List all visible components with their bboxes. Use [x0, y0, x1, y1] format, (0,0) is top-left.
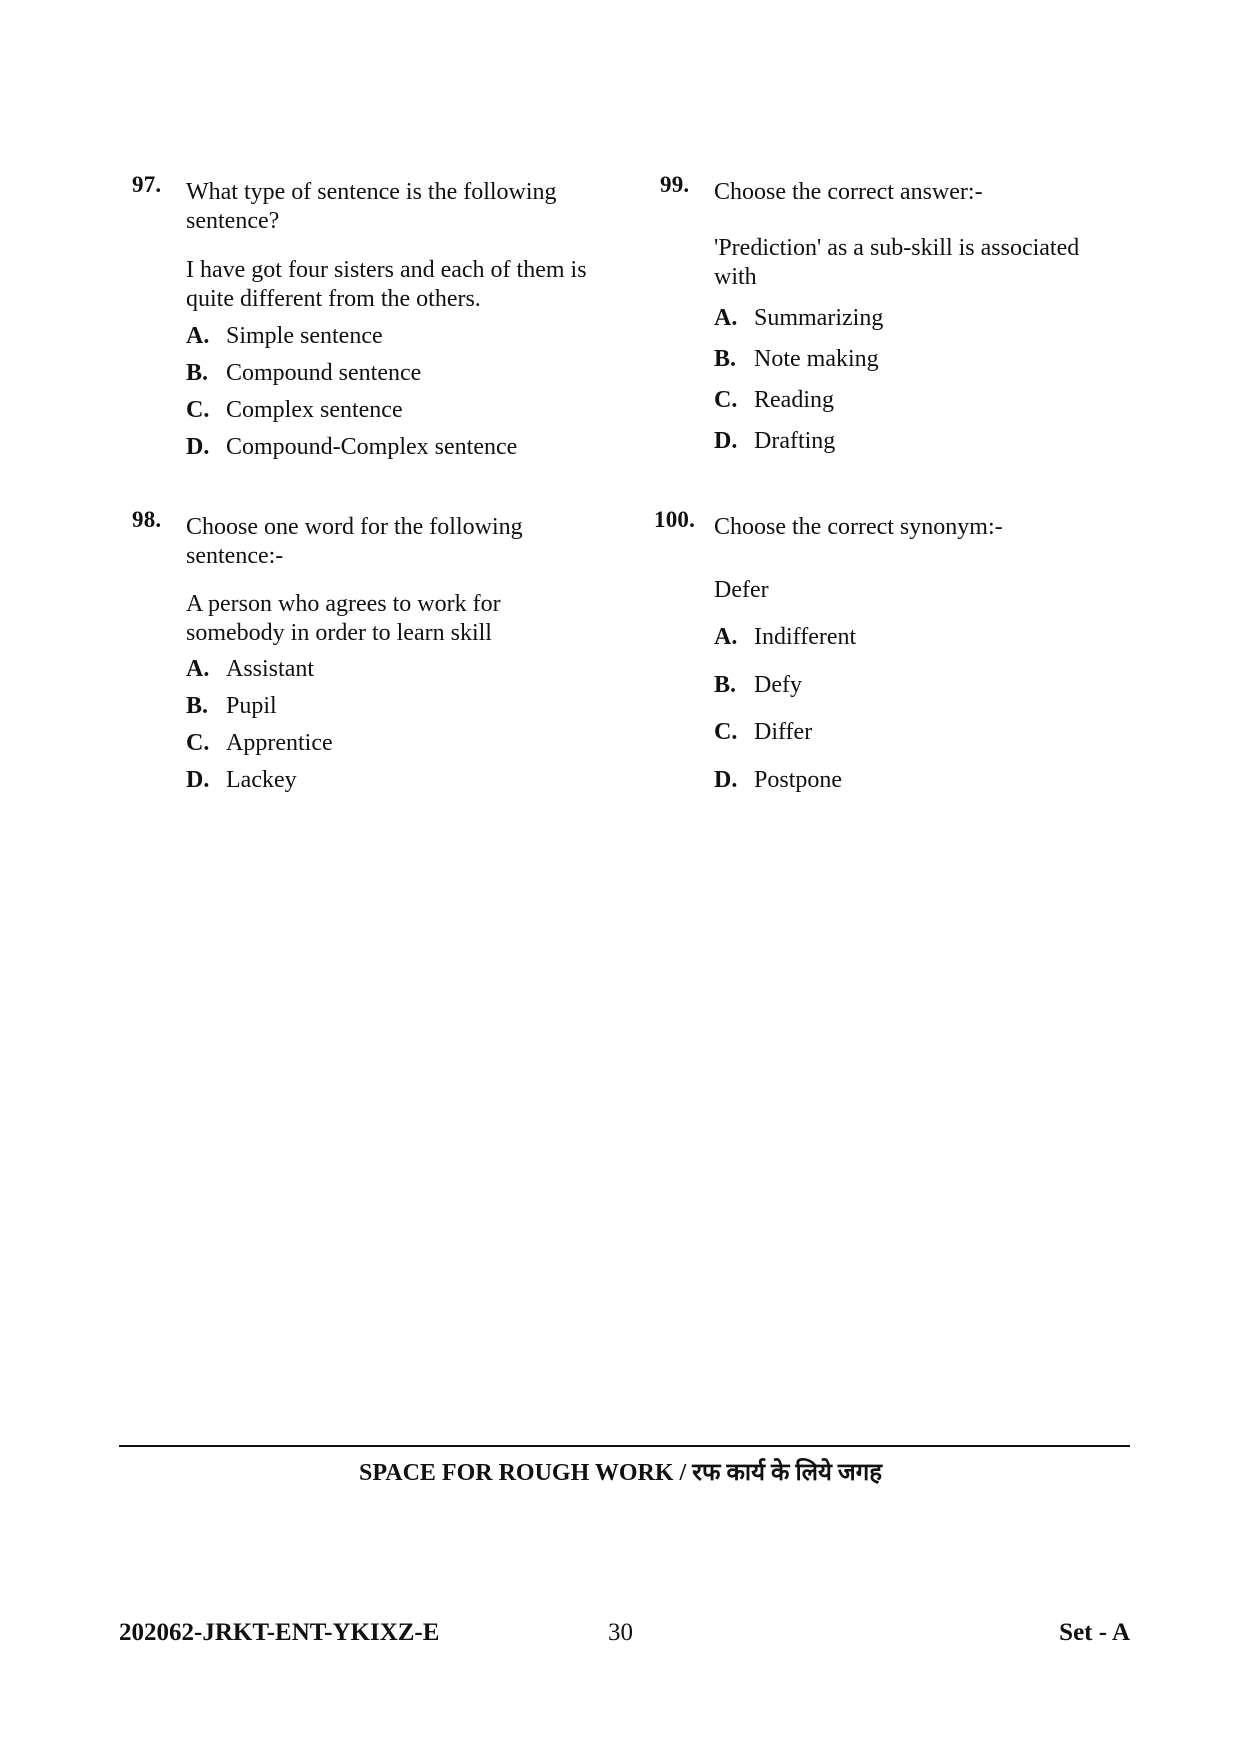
option-letter: D.: [714, 767, 738, 793]
option-c[interactable]: [714, 718, 812, 747]
option-c[interactable]: [714, 386, 834, 415]
option-a[interactable]: [714, 623, 856, 652]
option-text: Indifferent: [754, 624, 857, 650]
set-label: Set - A: [1059, 1619, 1130, 1646]
option-letter: B.: [714, 346, 737, 372]
option-text: Note making: [754, 346, 879, 372]
option-text: Simple sentence: [226, 323, 383, 349]
option-letter: C.: [714, 387, 738, 413]
option-c[interactable]: [186, 729, 333, 758]
option-text: Pupil: [226, 693, 277, 719]
question-sub-text: I have got four sisters and each of them is quite different from the others.: [186, 257, 587, 312]
question-sub-text: A person who agrees to work for somebody in order to learn skill: [186, 591, 501, 646]
question-stem: Choose one word for the following sentence:-: [186, 514, 523, 569]
option-text: Assistant: [226, 656, 315, 682]
question-number: 98.: [132, 507, 162, 532]
question-stem: What type of sentence is the following sentence?: [186, 179, 557, 234]
option-letter: C.: [186, 397, 210, 423]
option-letter: B.: [186, 693, 209, 719]
option-b[interactable]: [714, 345, 879, 374]
option-letter: A.: [714, 624, 738, 650]
option-d[interactable]: [186, 433, 517, 462]
question-number: 99.: [660, 172, 690, 197]
question-stem: Choose the correct synonym:-: [714, 514, 1003, 540]
option-b[interactable]: [186, 692, 277, 721]
option-d[interactable]: [714, 427, 835, 456]
option-d[interactable]: [186, 766, 297, 795]
question-sub-text: 'Prediction' as a sub-skill is associated with: [714, 235, 1080, 290]
option-text: Compound sentence: [226, 360, 422, 386]
option-a[interactable]: [186, 322, 383, 351]
option-text: Apprentice: [226, 730, 333, 756]
option-text: Postpone: [754, 767, 843, 793]
option-b[interactable]: [186, 359, 421, 388]
option-letter: B.: [714, 672, 737, 698]
option-text: Complex sentence: [226, 397, 403, 423]
question-sub-text: Defer: [714, 577, 769, 603]
option-letter: D.: [186, 434, 210, 460]
question-number: 97.: [132, 172, 162, 197]
option-letter: D.: [714, 428, 738, 454]
option-b[interactable]: [714, 671, 802, 700]
option-letter: B.: [186, 360, 209, 386]
option-letter: A.: [714, 305, 738, 331]
option-text: Lackey: [226, 767, 297, 793]
option-c[interactable]: [186, 396, 403, 425]
option-text: Differ: [754, 719, 813, 745]
option-text: Drafting: [754, 428, 836, 454]
option-letter: A.: [186, 656, 210, 682]
option-text: Defy: [754, 672, 802, 698]
option-letter: D.: [186, 767, 210, 793]
rough-work-label: SPACE FOR ROUGH WORK / रफ कार्य के लिये जगह: [359, 1460, 882, 1486]
option-text: Summarizing: [754, 305, 884, 331]
rough-work-divider: [119, 1445, 1130, 1447]
option-letter: C.: [186, 730, 210, 756]
question-number: 100.: [654, 507, 696, 532]
option-a[interactable]: [186, 655, 314, 684]
option-letter: A.: [186, 323, 210, 349]
option-text: Compound-Complex sentence: [226, 434, 518, 460]
question-stem: Choose the correct answer:-: [714, 179, 983, 205]
option-text: Reading: [754, 387, 834, 413]
option-a[interactable]: [714, 304, 883, 333]
paper-code: 202062-JRKT-ENT-YKIXZ-E: [119, 1619, 440, 1646]
page-number: 30: [608, 1619, 633, 1646]
option-d[interactable]: [714, 766, 842, 795]
option-letter: C.: [714, 719, 738, 745]
